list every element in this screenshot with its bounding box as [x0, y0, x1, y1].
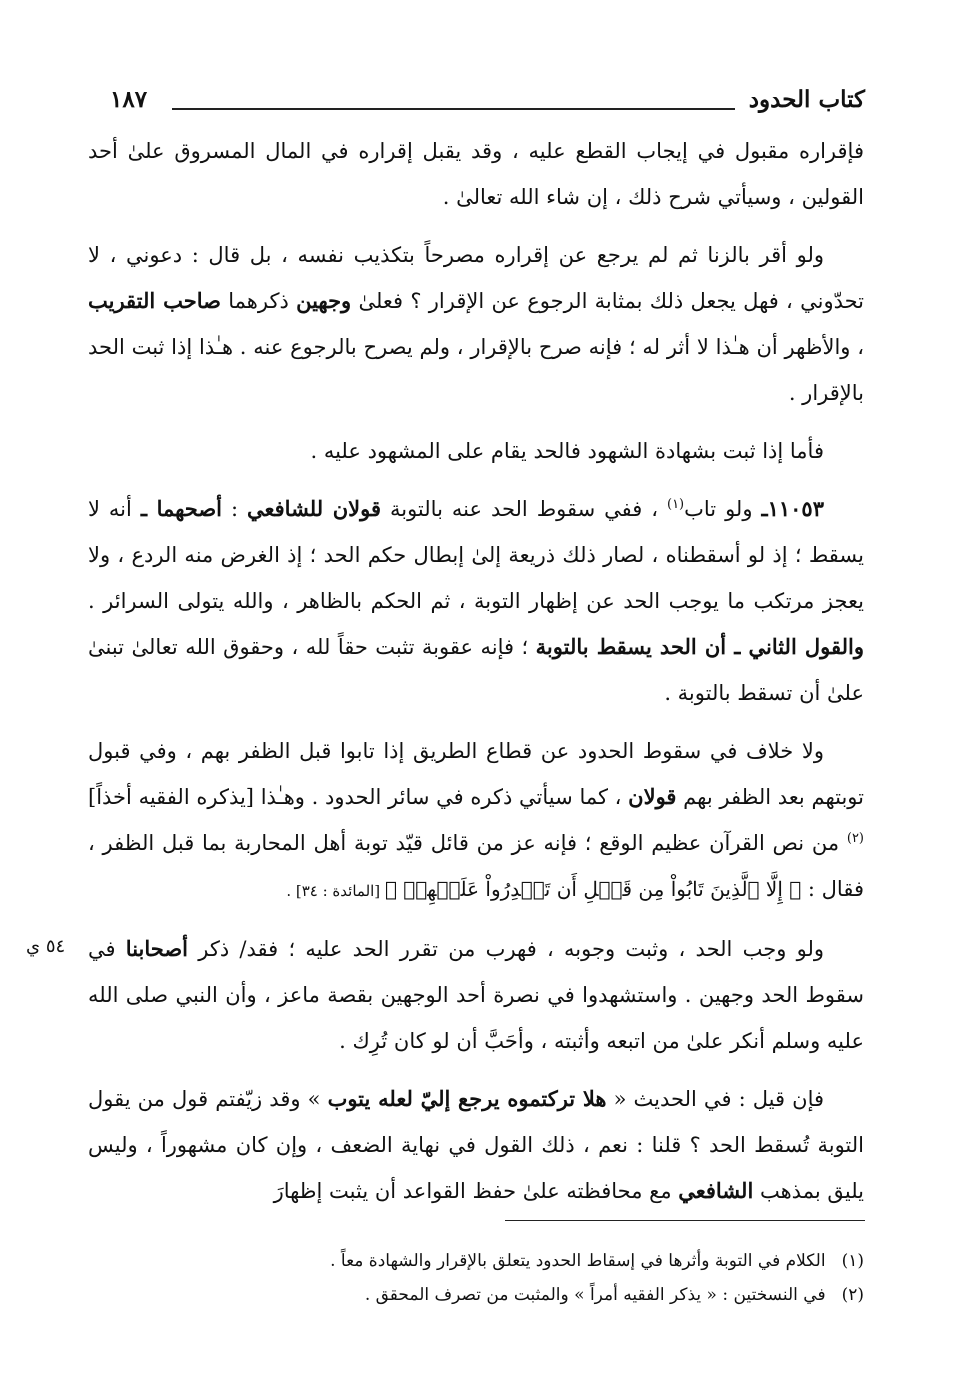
paragraph-1: فإقراره مقبول في إيجاب القطع عليه ، وقد يقبل إقراره في المال المسروق علىٰ أحد القولين ، وسيأتي شرح ذلك ، إن شاء الله تعالىٰ .	[88, 139, 864, 209]
issue-number: ١١٠٥٣ـ	[761, 496, 824, 521]
footnote-number: (١)	[841, 1251, 864, 1271]
header-rule	[172, 108, 735, 110]
footnote-ref-1[interactable]: (١)	[666, 497, 685, 512]
paragraph-2: ولو أقر بالزنا ثم لم يرجع عن إقراره مصرحاً بتكذيب نفسه ، بل قال : دعوني ، لا تحدّوني ، فهل يجعل ذلك بمثابة الرجوع عن الإقرار ؟ فعلىٰ وجهين ذكرهما صاحب التقريب ، والأظهر أن هـٰذا لا أثر له ؛ فإنه صرح بالإقرار ، ولم يصرح بالرجوع عنه . هـٰذا إذا ثبت الحد بالإقرار .	[88, 243, 865, 405]
footnote-1	[88, 1244, 864, 1278]
footnote-2	[88, 1278, 864, 1312]
paragraph-5: ولا خلاف في سقوط الحدود عن قطاع الطريق إذا تابوا قبل الظفر بهم ، وفي قبول توبتهم بعد الظفر بهم قولان ، كما سيأتي ذكره في سائر الحدود . وهـٰذا [يذكره الفقيه أخذاً]$^{(٢)}$ من نص القرآن عظيم الوقع ؛ فإنه عز من قائل قيّد توبة أهل المحاربة بما قبل الظفر ، فقال : ﴿ إِلَّا ٱلَّذِينَ تَابُواْ مِن قَبۡلِ أَن تَقۡدِرُواْ عَلَيۡهِمۡ ﴾ [المائدة : ٣٤] .	[88, 739, 864, 901]
footnote-ref-2[interactable]: (٢)	[846, 831, 864, 846]
paragraph-7: فإن قيل : في الحديث « هلا تركتموه يرجع إليّ لعله يتوب » وقد زيّفتم قول من يقول التوبة تُسقط الحد ؟ قلنا : نعم ، ذلك القول في نهاية الضعف ، وإن كان مشهوراً ، وليس يليق بمذهب الشافعي مع محافظته علىٰ حفظ القواعد أن يثبت إظهارَ	[88, 1086, 864, 1203]
hadith-quote: هلا تركتموه يرجع إليّ لعله يتوب	[327, 1086, 607, 1111]
running-title: كتاب الحدود	[748, 86, 865, 113]
paragraph-4: ١١٠٥٣ـ ولو تاب$^{(١)}$ ، ففي سقوط الحد عنه بالتوبة قولان للشافعي : أصحهما ـ أنه لا يسقط ؛ إذ لو أسقطناه ، لصار ذلك ذريعة إلىٰ إبطال حكم الحد ؛ إذ الغرض منه الردع ، ولا يعجز مرتكب ما يوجب الحد عن إظهار التوبة ، ثم الحكم بالظاهر ، والله يتولى السرائر . والقول الثاني ـ أن الحد يسقط بالتوبة ؛ فإنه عقوبة تثبت حقاً لله ، وحقوق الله تعالىٰ تبنىٰ علىٰ أن تسقط بالتوبة .	[88, 496, 864, 705]
body-text	[88, 128, 864, 1226]
page-number: ١٨٧	[110, 86, 148, 113]
footnotes	[88, 1244, 864, 1312]
quran-verse: ﴿ إِلَّا ٱلَّذِينَ تَابُواْ مِن قَبۡلِ أَن تَقۡدِرُواْ عَلَيۡهِمۡ ﴾	[384, 877, 802, 901]
page-header	[110, 86, 865, 126]
footnote-number: (٢)	[841, 1285, 864, 1305]
margin-note: ٥٤ ي	[26, 936, 66, 957]
paragraph-3: فأما إذا ثبت بشهادة الشهود فالحد يقام على المشهود عليه .	[310, 439, 824, 463]
paragraph-6: ولو وجب الحد ، وثبت وجوبه ، فهرب من تقرر الحد عليه ؛ فقد/ ذكر أصحابنا في سقوط الحد وجهين . واستشهدوا في نصرة أحد الوجهين بقصة ماعز ، وأن النبي صلى الله عليه وسلم أنكر علىٰ من اتبعه وأثبته ، وأحَبَّ أن لو كان تُرِك .	[88, 936, 864, 1053]
verse-citation: [المائدة : ٣٤] .	[286, 882, 385, 900]
footnote-text: في النسختين : « يذكر الفقيه أمراً » والمثبت من تصرف المحقق .	[364, 1285, 826, 1305]
footnote-rule	[505, 1220, 865, 1221]
footnote-text: الكلام في التوبة وأثرها في إسقاط الحدود يتعلق بالإقرار والشهادة معاً .	[330, 1251, 826, 1271]
